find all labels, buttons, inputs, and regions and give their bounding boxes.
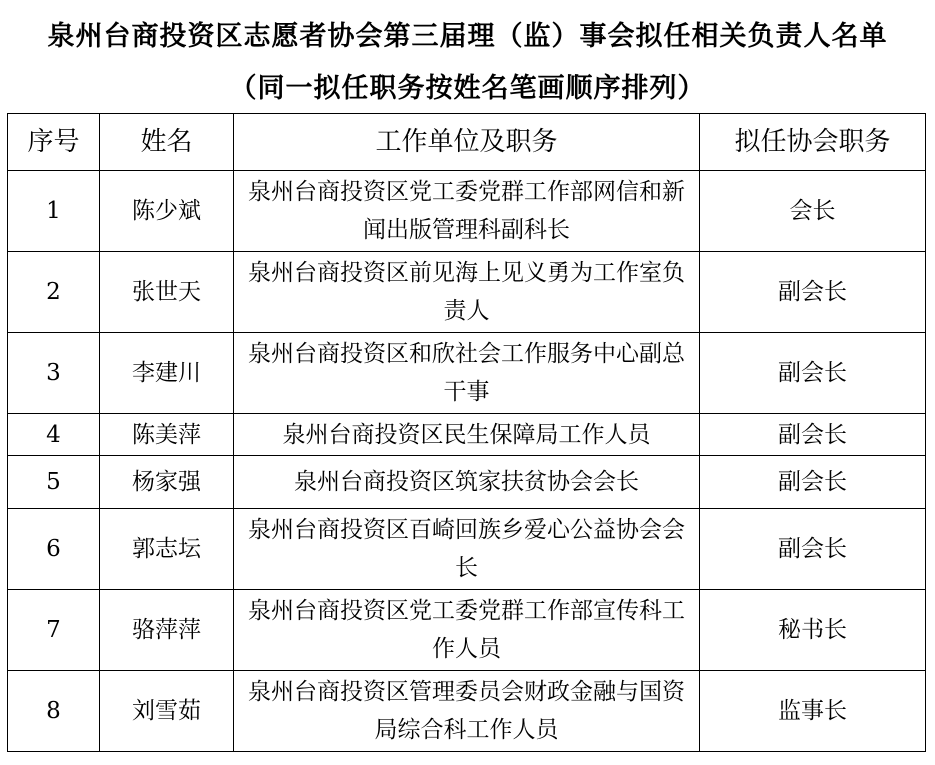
table-row <box>8 252 926 333</box>
roster-table <box>7 113 926 752</box>
cell-name: 刘雪茹 <box>100 671 234 752</box>
table-row <box>8 414 926 456</box>
table-row <box>8 333 926 414</box>
cell-index: 6 <box>8 509 100 590</box>
cell-name: 陈美萍 <box>100 414 234 456</box>
cell-name: 骆萍萍 <box>100 590 234 671</box>
header-unit: 工作单位及职务 <box>234 114 700 171</box>
cell-position: 副会长 <box>700 333 926 414</box>
header-index: 序号 <box>8 114 100 171</box>
table-row <box>8 590 926 671</box>
cell-unit: 泉州台商投资区和欣社会工作服务中心副总干事 <box>234 333 700 414</box>
table-row <box>8 509 926 590</box>
cell-position: 副会长 <box>700 252 926 333</box>
cell-name: 陈少斌 <box>100 171 234 252</box>
cell-name: 张世天 <box>100 252 234 333</box>
cell-position: 副会长 <box>700 414 926 456</box>
document-title: 泉州台商投资区志愿者协会第三届理（监）事会拟任相关负责人名单 <box>47 21 888 52</box>
cell-name: 郭志坛 <box>100 509 234 590</box>
table-header-row <box>8 114 926 171</box>
cell-unit: 泉州台商投资区筑家扶贫协会会长 <box>234 456 700 509</box>
cell-unit: 泉州台商投资区前见海上见义勇为工作室负责人 <box>234 252 700 333</box>
cell-position: 监事长 <box>700 671 926 752</box>
cell-unit: 泉州台商投资区管理委员会财政金融与国资局综合科工作人员 <box>234 671 700 752</box>
cell-position: 副会长 <box>700 456 926 509</box>
cell-position: 副会长 <box>700 509 926 590</box>
cell-name: 杨家强 <box>100 456 234 509</box>
cell-unit: 泉州台商投资区百崎回族乡爱心公益协会会长 <box>234 509 700 590</box>
cell-unit: 泉州台商投资区党工委党群工作部宣传科工作人员 <box>234 590 700 671</box>
cell-name: 李建川 <box>100 333 234 414</box>
cell-index: 8 <box>8 671 100 752</box>
table-row <box>8 171 926 252</box>
cell-position: 秘书长 <box>700 590 926 671</box>
cell-index: 4 <box>8 414 100 456</box>
cell-index: 5 <box>8 456 100 509</box>
header-name: 姓名 <box>100 114 234 171</box>
cell-index: 7 <box>8 590 100 671</box>
cell-index: 1 <box>8 171 100 252</box>
table-row <box>8 456 926 509</box>
document-subtitle: （同一拟任职务按姓名笔画顺序排列） <box>229 73 706 104</box>
cell-position: 会长 <box>700 171 926 252</box>
table-row <box>8 671 926 752</box>
cell-index: 3 <box>8 333 100 414</box>
cell-unit: 泉州台商投资区党工委党群工作部网信和新闻出版管理科副科长 <box>234 171 700 252</box>
header-position: 拟任协会职务 <box>700 114 926 171</box>
cell-index: 2 <box>8 252 100 333</box>
cell-unit: 泉州台商投资区民生保障局工作人员 <box>234 414 700 456</box>
